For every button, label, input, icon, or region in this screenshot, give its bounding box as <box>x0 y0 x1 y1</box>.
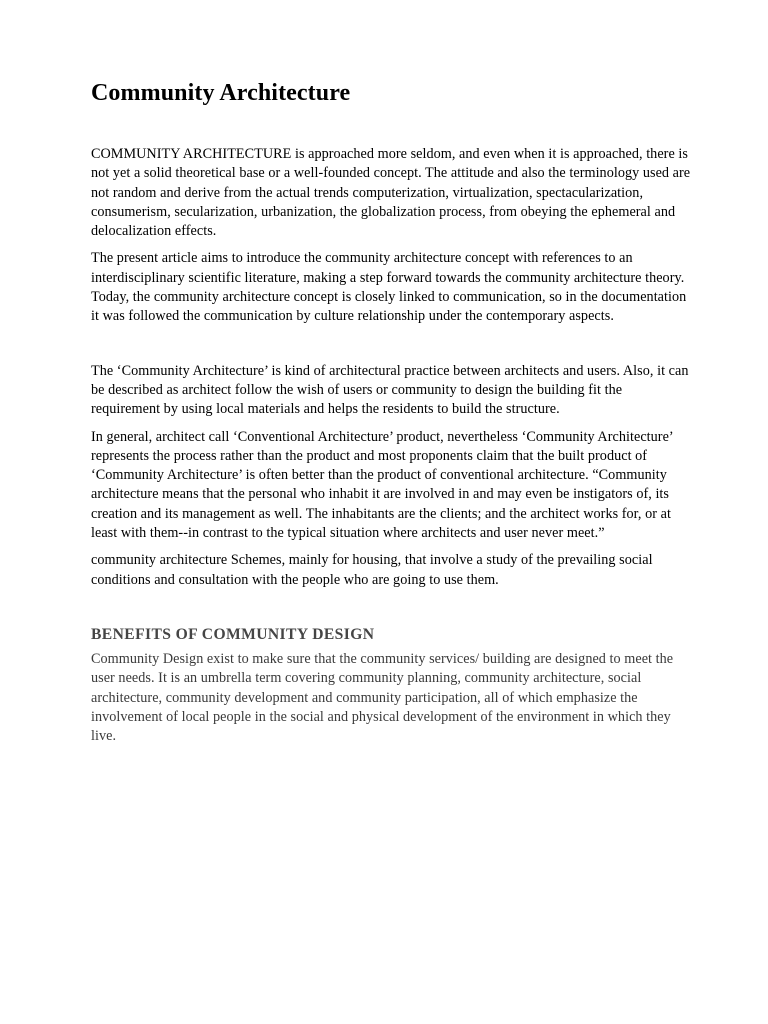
paragraph-conventional-vs-community: In general, architect call ‘Conventional Architecture’ product, nevertheless ‘Community Architecture’ represents the process rather than the product and most proponents claim that the built product of ‘Community Architecture’ is often better than the product of conventional architecture. “Community architecture means that the personal who inhabit it are involved in and may even be instigators of, its creation and its management as well. The inhabitants are the clients; and the architect works for, or at least with them--in contrast to the typical situation where architects and user never meet.” <box>91 428 673 542</box>
paragraph-definition: The ‘Community Architecture’ is kind of architectural practice between architects and users. Also, it can be described as architect follow the wish of users or community to design the building fit the requirement by using local materials and helps the residents to build the structure. <box>91 362 689 418</box>
document-title: Community Architecture <box>91 80 351 106</box>
paragraph-intro: COMMUNITY ARCHITECTURE is approached more seldom, and even when it is approached, there is not yet a solid theoretical base or a well-founded concept. The attitude and also the terminology used are not random and derive from the actual trends computerization, virtualization, spectacularization, consumerism, secularization, urbanization, the globalization process, from obeying the ephemeral and delocalization effects. <box>91 146 691 240</box>
paragraph-article-aim: The present article aims to introduce the community architecture concept with references to an interdisciplinary scientific literature, making a step forward towards the community architecture theory. Today, the community architecture concept is closely linked to communication, so in the documentation it was followed the communication by culture relationship under the contemporary aspects. <box>91 250 687 325</box>
paragraph-benefits: Community Design exist to make sure that the community services/ building are designed to meet the user needs. It is an umbrella term covering community planning, community architecture, social architecture, community development and community participation, all of which emphasize the involvement of local people in the social and physical development of the environment in which they live. <box>91 650 674 745</box>
document-page <box>91 78 691 746</box>
paragraph-housing-schemes: community architecture Schemes, mainly for housing, that involve a study of the prevailing social conditions and consultation with the people who are going to use them. <box>91 552 653 588</box>
benefits-heading: BENEFITS OF COMMUNITY DESIGN <box>91 625 375 643</box>
